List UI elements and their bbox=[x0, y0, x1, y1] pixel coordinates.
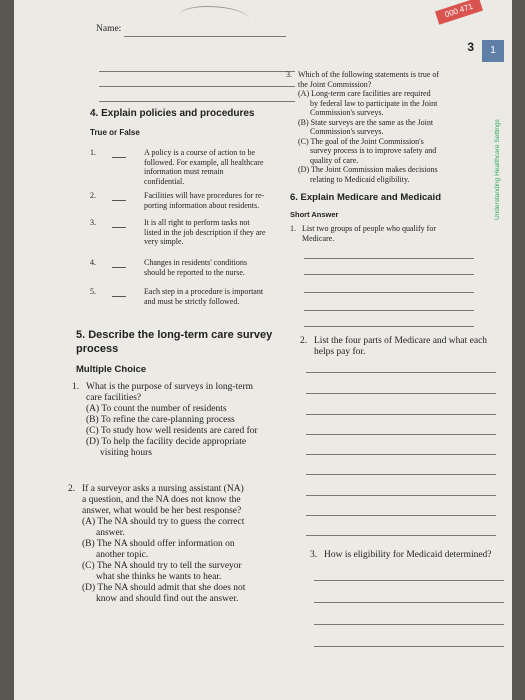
option-d[interactable]: (D) The NA should admit that she does not bbox=[82, 583, 246, 593]
answer-line bbox=[304, 274, 474, 275]
worksheet-page: 000 471 Name: 3 1 Understanding Healthcare Settings 3. Which of the following statements is true of the Joint Commission? (A) Long-term care facilities are required by federal law to participate in the Joint Commission's surveys. (B) State surveys are the same as the Joint Commission's surveys. (C) The goal of the Joint Commission's survey process is to improve safety and quality of care. (D) The Joint Commission makes decisions relating to Medicaid eligibility. 4. Explain policies and procedures True or False 1. A policy is a course of action to be followed. For example, all healthcare information must remain confidential. 2. Facilities will have procedures for re- porting information about residents. 3. It is all right to perform tasks not listed in the job description if they are very simple. 4. Changes in residents' conditions should be reported to the nurse. 5. Each step in a procedure is important and must be strictly followed. 6. Explain Medicare and Medicaid Short Answer 1. List two groups of people who qualify for Medicare. 2. List the four parts of Medicare and what each helps pay for. 3. How is eligibility for Medicaid determined? 5. Describe the long-term care survey process Multiple Choice 1. What is the purpose of surveys in long-term care facilities? (A) To count the number of residents (B) To refine the care-planning process (C) To study how well residents are cared for (D) To help the facility decide appropriate visiting hours 2. If a surveyor asks a nursing assistant (NA) a question, and the NA does not know the answer, what would be her best response? (A) The NA should try to guess the correct answer. (B) The NA should offer information on another topic. (C) The NA should try to tell the surveyor what she thinks he wants to hear. (D) The NA should admit that she does not know and should find out the answer. bbox=[14, 0, 512, 700]
section-6-subtitle: Short Answer bbox=[290, 210, 339, 219]
answer-blank[interactable] bbox=[112, 218, 126, 228]
answer-blank[interactable] bbox=[112, 191, 126, 201]
section-5-subtitle: Multiple Choice bbox=[76, 364, 147, 375]
option-c[interactable]: (C) To study how well residents are cared for bbox=[86, 426, 258, 436]
answer-line bbox=[99, 71, 295, 72]
answer-line bbox=[99, 101, 295, 102]
answer-blank[interactable] bbox=[112, 287, 126, 297]
answer-line bbox=[306, 515, 496, 516]
answer-line bbox=[306, 393, 496, 394]
name-line bbox=[124, 36, 286, 37]
option-d[interactable]: (D) To help the facility decide appropriate bbox=[86, 437, 247, 447]
answer-line bbox=[314, 624, 504, 625]
section-5-title: 5. Describe the long-term care survey process bbox=[76, 329, 273, 355]
handwriting-scribble bbox=[179, 6, 249, 29]
section-6-title: 6. Explain Medicare and Medicaid bbox=[290, 192, 441, 203]
answer-line bbox=[314, 646, 504, 647]
answer-line bbox=[304, 326, 474, 327]
section-4-subtitle: True or False bbox=[90, 128, 140, 137]
answer-line bbox=[99, 86, 295, 87]
price-sticker: 000 471 bbox=[435, 0, 483, 25]
answer-line bbox=[304, 258, 474, 259]
answer-line bbox=[306, 434, 496, 435]
answer-line bbox=[304, 292, 474, 293]
answer-blank[interactable] bbox=[112, 148, 126, 158]
name-label: Name: bbox=[96, 24, 122, 34]
option-b[interactable]: (B) To refine the care-planning process bbox=[86, 415, 235, 425]
option-a[interactable]: (A) To count the number of residents bbox=[86, 404, 227, 414]
answer-line bbox=[314, 580, 504, 581]
answer-line bbox=[306, 535, 496, 536]
answer-line bbox=[306, 454, 496, 455]
option-c[interactable]: (C) The NA should try to tell the surveyor bbox=[82, 561, 242, 571]
answer-line bbox=[304, 310, 474, 311]
answer-line bbox=[314, 602, 504, 603]
page-tab: 1 bbox=[482, 40, 504, 62]
option-b[interactable]: (B) The NA should offer information on bbox=[82, 539, 235, 549]
page-number: 3 bbox=[467, 40, 474, 54]
answer-line bbox=[306, 372, 496, 373]
answer-blank[interactable] bbox=[112, 258, 126, 268]
answer-line bbox=[306, 495, 496, 496]
option-a[interactable]: (A) The NA should try to guess the correct bbox=[82, 517, 245, 527]
answer-line bbox=[306, 414, 496, 415]
section-4-title: 4. Explain policies and procedures bbox=[90, 108, 255, 119]
answer-line bbox=[306, 474, 496, 475]
sidebar-chapter-title: Understanding Healthcare Settings bbox=[494, 119, 501, 220]
